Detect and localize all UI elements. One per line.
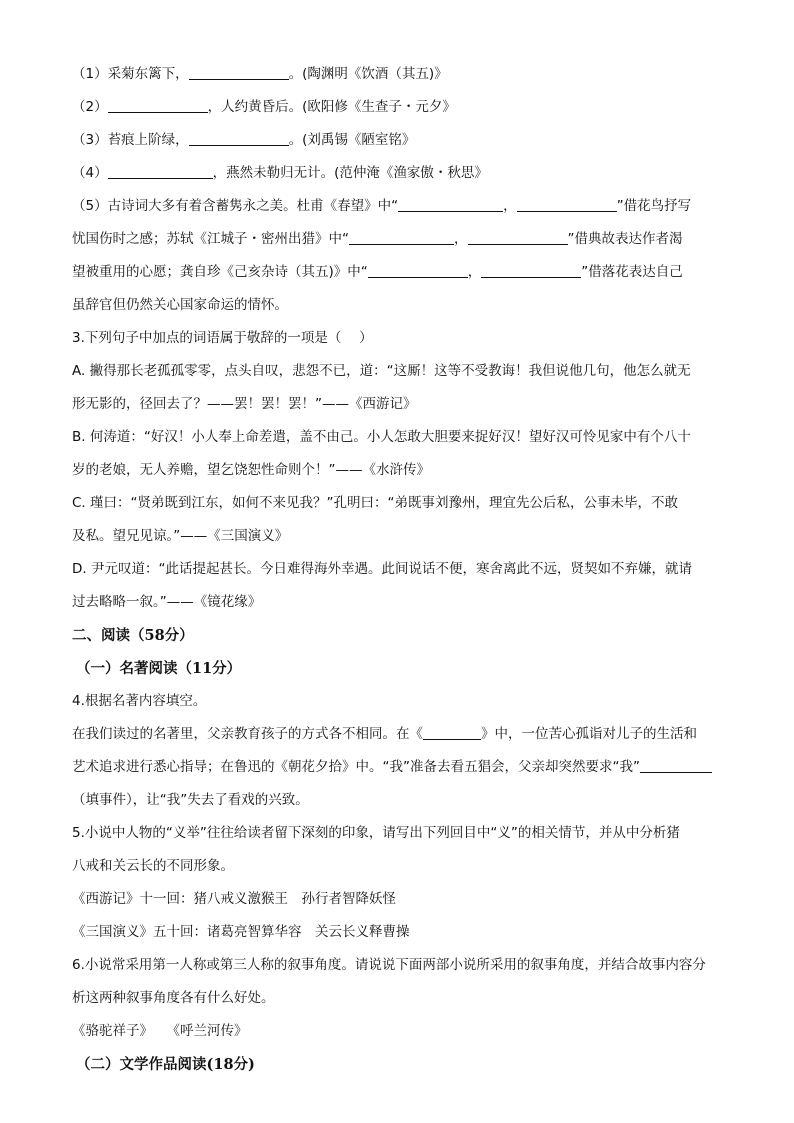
q3-option-c: C. 瑾曰：“贤弟既到江东，如何不来见我？”孔明曰：“弟既事刘豫州，理宜先公后私，公事未毕，不敢	[72, 495, 678, 511]
question-5	[72, 821, 724, 945]
q4-line-3: （填事件），让“我”失去了看戏的兴致。	[72, 792, 309, 808]
q5-chapter-1: 《西游记》十一回：猪八戒义激猴王 孙行者智降妖怪	[72, 891, 396, 907]
question-4	[72, 689, 724, 813]
item-source: ，燕然未勒归无计。(范仲淹《渔家傲・秋思》	[212, 165, 488, 181]
q3-option-d: D. 尹元叹道：“此话提起甚长。今日难得海外幸遇。此间说话不便，寒舍离此不远，贤契如不弃嫌，就请	[72, 561, 692, 577]
q3-option-b-cont: 岁的老娘，无人养赡，望乞饶恕性命则个！”——《水浒传》	[72, 462, 430, 478]
q6-line-2: 析这两种叙事角度各有什么好处。	[72, 990, 275, 1006]
item-text: （2）	[72, 99, 108, 115]
q3-option-b: B. 何涛道：“好汉！小人奉上命差遣，盖不由己。小人怎敢大胆要来捉好汉！望好汉可怜见家中有个八十	[72, 429, 691, 445]
subsection-2-title: （二）文学作品阅读(18分)	[76, 1056, 255, 1073]
q3-option-d-cont: 过去略略一叙。”——《镜花缘》	[72, 594, 262, 610]
q3-option-a: A. 撇得那长老孤孤零零，点头自叹，悲怨不已，道：“这厮！这等不受教诲！我但说他几句，他怎么就无	[72, 363, 691, 379]
q3-stem: 3.下列句子中加点的词语属于敬辞的一项是（ ）	[72, 330, 373, 346]
q5-line-2: 八戒和关云长的不同形象。	[72, 858, 234, 874]
q2-item-5	[72, 194, 724, 318]
answer-blank[interactable]	[349, 229, 454, 245]
answer-blank[interactable]	[398, 196, 503, 212]
q2-item-3	[72, 128, 724, 153]
answer-blank[interactable]	[189, 130, 289, 146]
q2-item-5-line-3: 望被重用的心愿；龚自珍《己亥杂诗（其五)》中“ ， ”借落花表达自己	[72, 264, 683, 280]
q2-item-4	[72, 161, 724, 186]
q2-item-1	[72, 62, 724, 87]
q5-chapter-2: 《三国演义》五十回：诸葛亮智算华容 关云长义释曹操	[72, 924, 410, 940]
answer-blank[interactable]	[368, 262, 468, 278]
q5-line-1: 5.小说中人物的“义举”往往给读者留下深刻的印象，请写出下列回目中“义”的相关情节，并从中分析猪	[72, 825, 680, 841]
q2-item-5-line-1: （5）古诗词大多有着含蓄隽永之美。杜甫《春望》中“ ， ”借花鸟抒写	[72, 198, 692, 214]
q2-item-5-line-2: 忧国伤时之感；苏轼《江城子・密州出猎》中“ ， ”借典故表达作者渴	[72, 231, 683, 247]
question-6	[72, 953, 724, 1044]
q4-line-2: 艺术追求进行悉心指导；在鲁迅的《朝花夕拾》中。“我”准备去看五猖会，父亲却突然要求“我”	[72, 755, 724, 780]
answer-blank[interactable]	[517, 196, 617, 212]
item-text: （4）	[72, 165, 108, 181]
q4-stem: 4.根据名著内容填空。	[72, 693, 207, 709]
q6-books: 《骆驼祥子》 《呼兰河传》	[72, 1023, 248, 1039]
subsection-1-title: （一）名著阅读（11分）	[76, 660, 242, 677]
answer-blank[interactable]	[640, 757, 712, 773]
section-2-title: 二、阅读（58分）	[72, 627, 194, 644]
item-source: ，人约黄昏后。(欧阳修《生查子・元夕》	[207, 99, 456, 115]
q3-option-a-cont: 形无影的，径回去了？——罢！罢！罢！”——《西游记》	[72, 396, 417, 412]
item-text: （3）苔痕上阶绿，	[72, 132, 189, 148]
item-source: 。(刘禹锡《陋室铭》	[288, 132, 416, 148]
q4-line-1: 在我们读过的名著里，父亲教育孩子的方式各不相同。在《 》中，一位苦心孤诣对儿子的生活和	[72, 726, 697, 742]
item-source: 。(陶渊明《饮酒（其五)》	[288, 66, 448, 82]
question-3	[72, 326, 724, 615]
answer-blank[interactable]	[423, 724, 481, 740]
exam-page	[72, 62, 724, 1077]
q2-item-2	[72, 95, 724, 120]
answer-blank[interactable]	[108, 97, 208, 113]
q3-option-c-cont: 及私。望兄见谅。”——《三国演义》	[72, 528, 289, 544]
answer-blank[interactable]	[468, 229, 568, 245]
q2-item-5-line-4: 虽辞官但仍然关心国家命运的情怀。	[72, 297, 288, 313]
item-text: （1）采菊东篱下，	[72, 66, 189, 82]
answer-blank[interactable]	[108, 163, 213, 179]
answer-blank[interactable]	[481, 262, 581, 278]
answer-blank[interactable]	[189, 64, 289, 80]
q6-line-1: 6.小说常采用第一人称或第三人称的叙事角度。请说说下面两部小说所采用的叙事角度，并结合故事内容分	[72, 957, 706, 973]
